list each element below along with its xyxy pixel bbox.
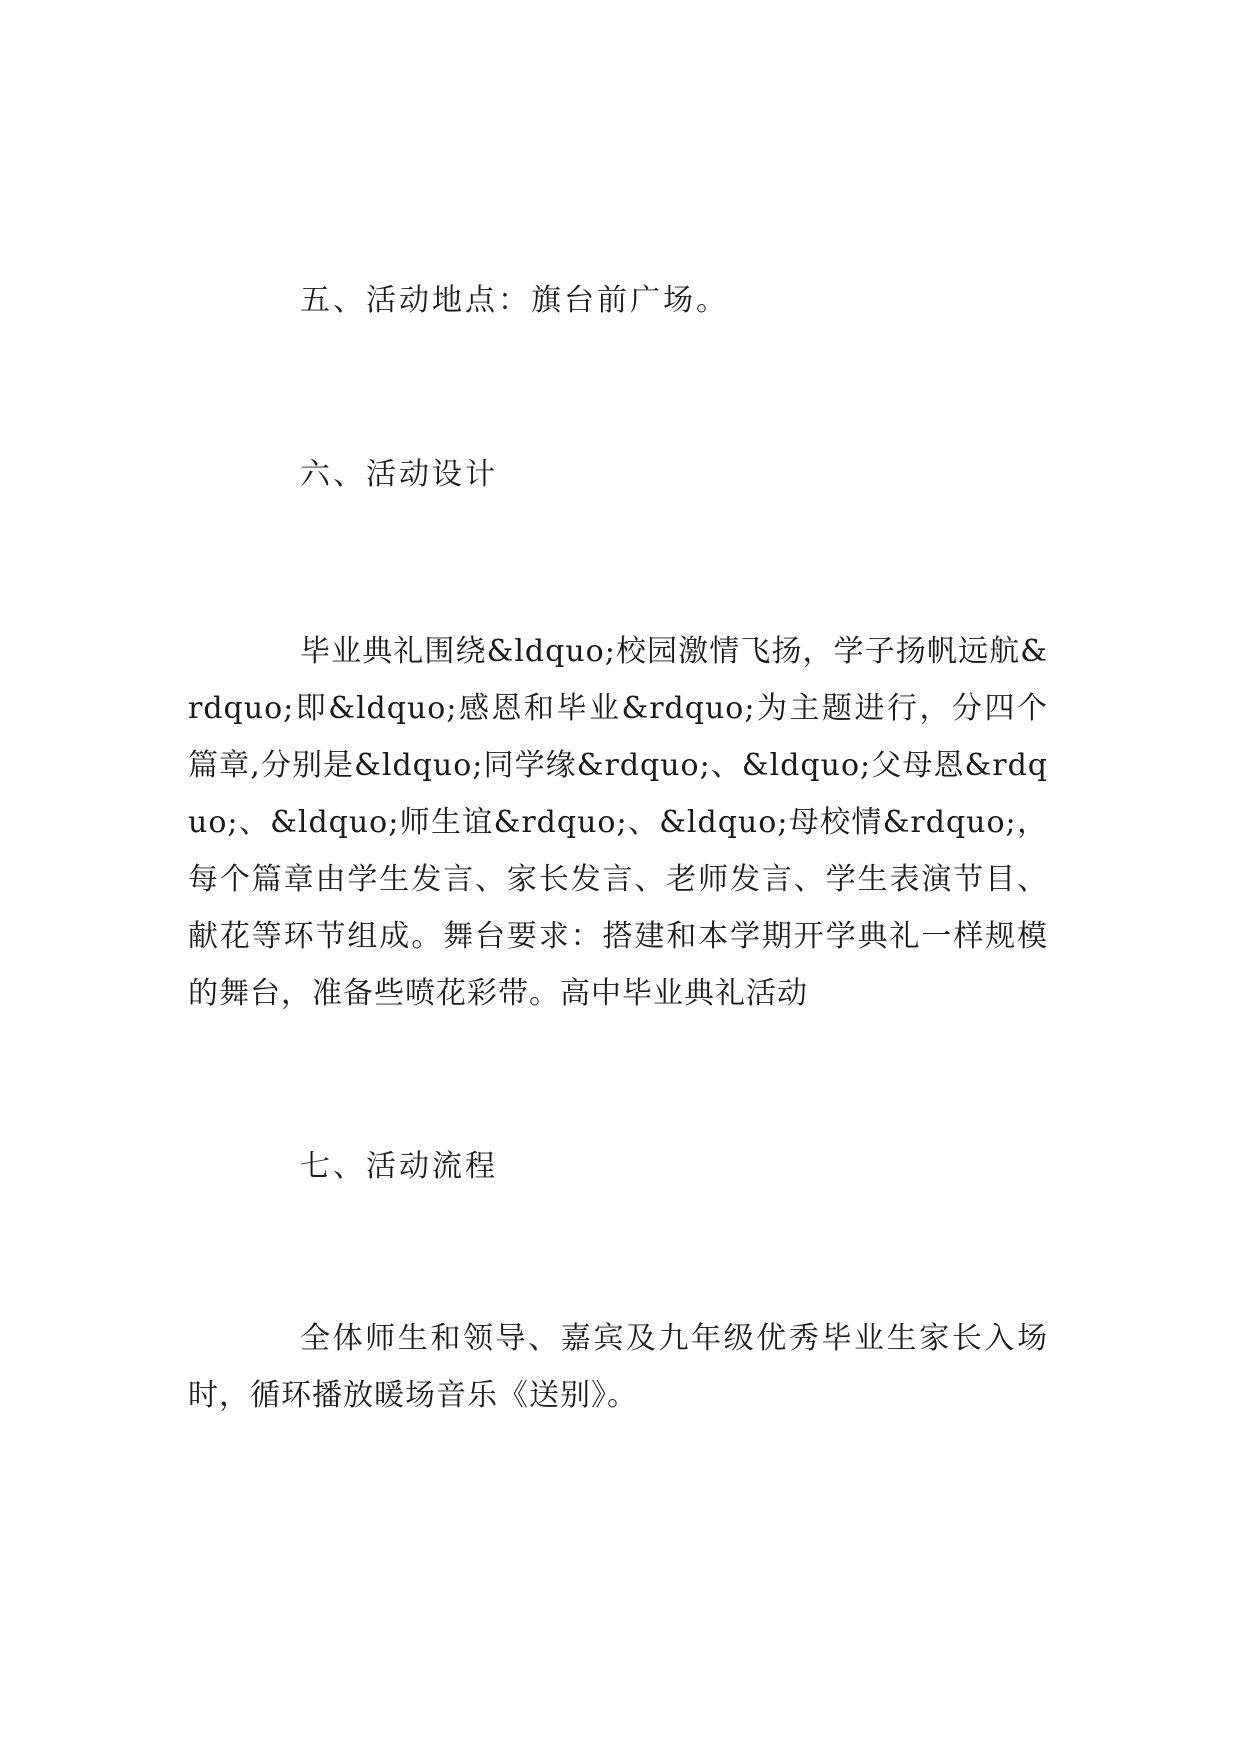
section-heading-6: 六、活动设计 xyxy=(300,457,498,492)
activity-design-paragraph: 毕业典礼围绕&ldquo;校园激情飞扬，学子扬帆远航&rdquo;即&ldquo;感恩和毕业&rdquo;为主题进行，分四个篇章,分别是&ldquo;同学缘&rdquo;、&ldquo;父母恩&rdquo;、&ldquo;师生谊&rdquo;、&ldquo;母校情&rdquo;，每个篇章由学生发言、家长发言、老师发言、学生表演节目、献花等环节组成。舞台要求：搭建和本学期开学典礼一样规模的舞台，准备些喷花彩带。高中毕业典礼活动 xyxy=(188,634,1048,1011)
section-heading-5: 五、活动地点：旗台前广场。 xyxy=(300,283,729,318)
section-heading-7: 七、活动流程 xyxy=(300,1149,498,1184)
activity-flow-paragraph: 全体师生和领导、嘉宾及九年级优秀毕业生家长入场时，循环播放暖场音乐《送别》。 xyxy=(188,1321,1048,1413)
